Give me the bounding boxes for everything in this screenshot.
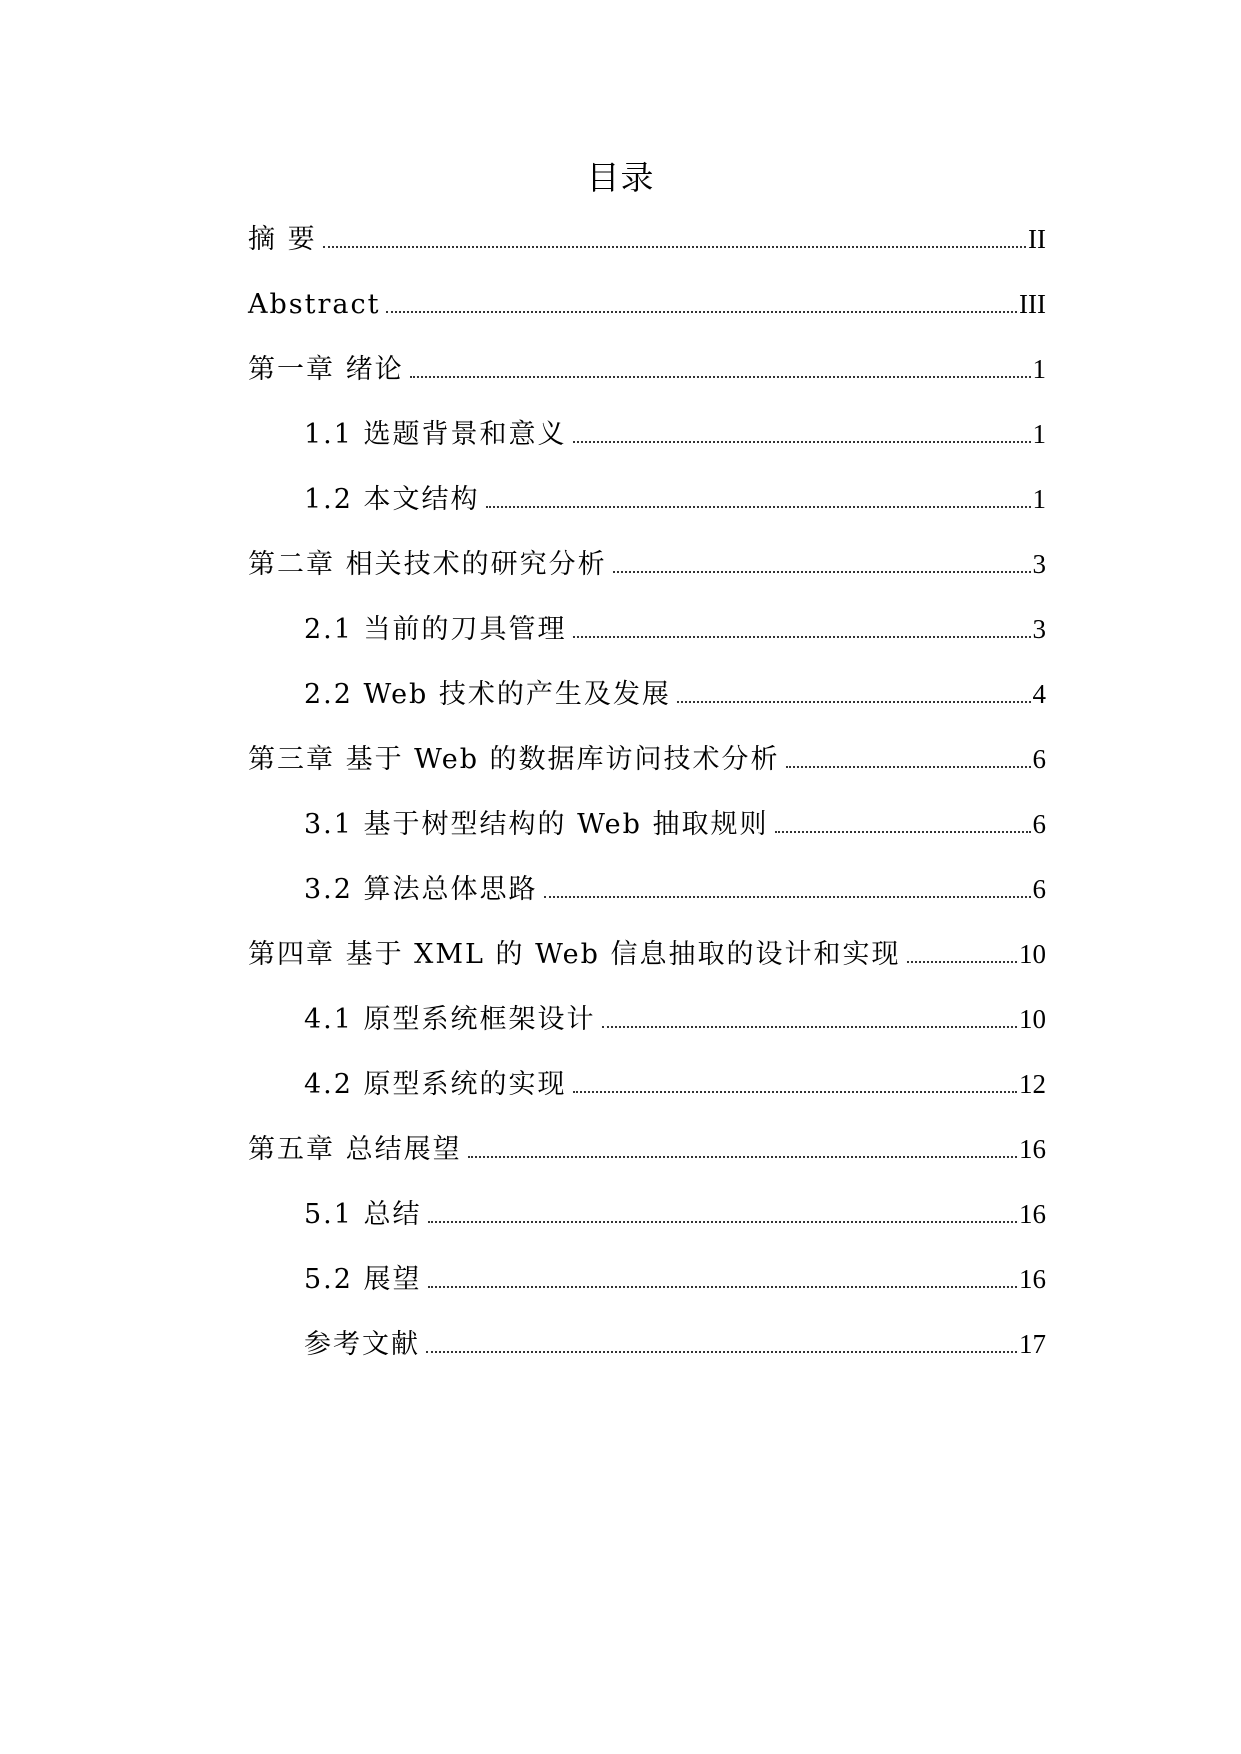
toc-entry-label: 参考文献 [304, 1329, 420, 1360]
toc-dot-leader [677, 701, 1031, 703]
toc-entry-label: 第二章 相关技术的研究分析 [248, 549, 607, 580]
toc-entry-page-number: 17 [1019, 1329, 1046, 1359]
toc-entry[interactable] [248, 1197, 1046, 1262]
toc-entry-label: 第三章 基于 Web 的数据库访问技术分析 [248, 744, 780, 775]
toc-entry-page-number: 10 [1019, 1004, 1046, 1034]
toc-dot-leader [544, 896, 1031, 898]
toc-dot-leader [428, 1221, 1017, 1223]
toc-entry[interactable] [248, 1002, 1046, 1067]
toc-entry-page-number: 3 [1032, 614, 1046, 644]
toc-entry-label: 1.1 选题背景和意义 [304, 419, 567, 450]
toc-entry[interactable] [248, 222, 1046, 287]
toc-entry[interactable] [248, 742, 1046, 807]
toc-entry-page-number: 1 [1032, 484, 1046, 514]
toc-entry[interactable] [248, 937, 1046, 1002]
toc-entry[interactable] [248, 872, 1046, 937]
toc-entry[interactable] [248, 1067, 1046, 1132]
toc-entry[interactable] [248, 1262, 1046, 1327]
toc-entry-label: 4.1 原型系统框架设计 [304, 1004, 596, 1035]
toc-entry[interactable] [248, 1327, 1046, 1392]
toc-dot-leader [468, 1156, 1017, 1158]
toc-dot-leader [613, 571, 1031, 573]
toc-entry-label: 3.2 算法总体思路 [304, 874, 538, 905]
toc-entry-page-number: 1 [1032, 419, 1046, 449]
toc-entry-page-number: 12 [1019, 1069, 1046, 1099]
toc-entry[interactable] [248, 547, 1046, 612]
toc-entry-page-number: 16 [1019, 1199, 1046, 1229]
toc-dot-leader [573, 1091, 1017, 1093]
toc-entry-page-number: II [1028, 224, 1046, 254]
toc-entry-label: 1.2 本文结构 [304, 484, 480, 515]
toc-dot-leader [428, 1286, 1017, 1288]
toc-entry-page-number: 3 [1032, 549, 1046, 579]
toc-dot-leader [426, 1351, 1017, 1353]
toc-entry-page-number: 10 [1019, 939, 1046, 969]
toc-dot-leader [786, 766, 1031, 768]
toc-title: 目录 [586, 158, 655, 197]
toc-entry-page-number: 4 [1032, 679, 1046, 709]
toc-entry[interactable] [248, 612, 1046, 677]
toc-entry-page-number: 16 [1019, 1134, 1046, 1164]
toc-entry[interactable] [248, 482, 1046, 547]
toc-entry-label: 4.2 原型系统的实现 [304, 1069, 567, 1100]
toc-dot-leader [775, 831, 1031, 833]
toc-entry-page-number: 16 [1019, 1264, 1046, 1294]
toc-list [248, 222, 1046, 1392]
toc-dot-leader [410, 376, 1031, 378]
toc-entry-label: 2.2 Web 技术的产生及发展 [304, 679, 671, 710]
toc-dot-leader [386, 311, 1017, 313]
toc-entry-page-number: 6 [1032, 809, 1046, 839]
toc-entry-page-number: 1 [1032, 354, 1046, 384]
toc-entry[interactable] [248, 677, 1046, 742]
toc-entry-label: Abstract [248, 289, 381, 320]
toc-entry-page-number: 6 [1032, 744, 1046, 774]
toc-entry[interactable] [248, 417, 1046, 482]
toc-dot-leader [573, 636, 1031, 638]
toc-entry[interactable] [248, 287, 1046, 352]
toc-entry-label: 第五章 总结展望 [248, 1134, 462, 1165]
toc-dot-leader [907, 961, 1017, 963]
toc-entry-page-number: 6 [1032, 874, 1046, 904]
toc-entry-label: 摘 要 [248, 224, 317, 255]
toc-entry-label: 第四章 基于 XML 的 Web 信息抽取的设计和实现 [248, 939, 901, 970]
toc-entry[interactable] [248, 352, 1046, 417]
toc-entry-label: 5.1 总结 [304, 1199, 422, 1230]
toc-entry-label: 3.1 基于树型结构的 Web 抽取规则 [304, 809, 769, 840]
toc-entry-label: 2.1 当前的刀具管理 [304, 614, 567, 645]
toc-entry-label: 第一章 绪论 [248, 354, 404, 385]
toc-entry[interactable] [248, 1132, 1046, 1197]
toc-dot-leader [486, 506, 1031, 508]
toc-dot-leader [573, 441, 1031, 443]
toc-entry-page-number: III [1019, 289, 1046, 319]
toc-entry[interactable] [248, 807, 1046, 872]
toc-dot-leader [602, 1026, 1017, 1028]
toc-dot-leader [323, 246, 1026, 248]
toc-entry-label: 5.2 展望 [304, 1264, 422, 1295]
